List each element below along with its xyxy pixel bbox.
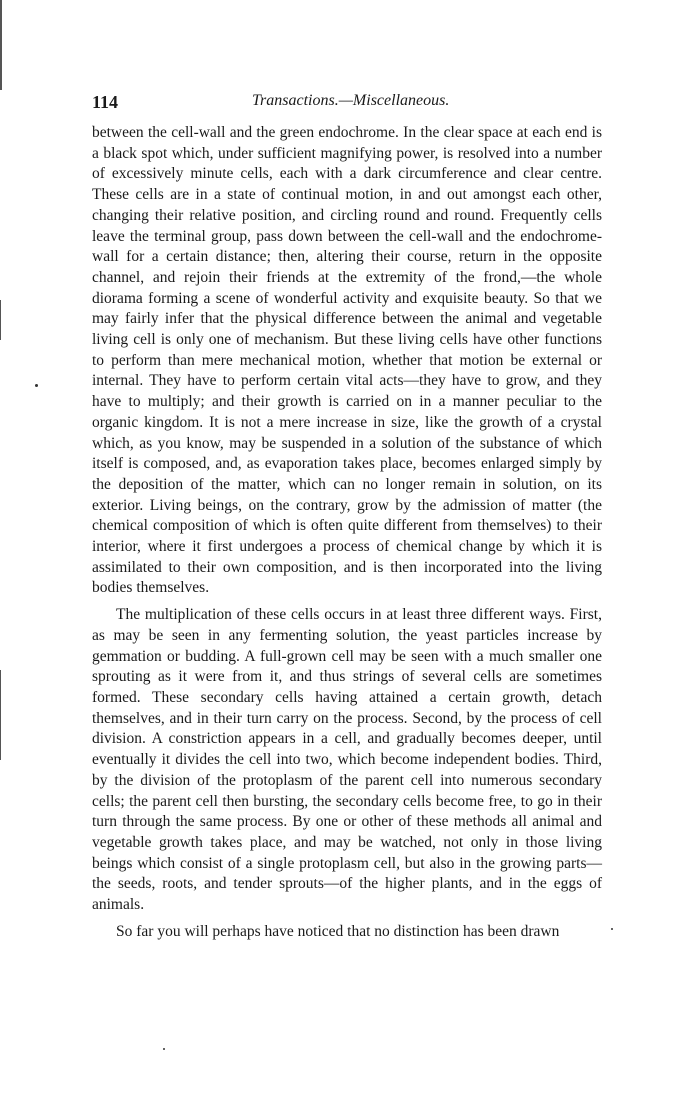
paragraph: The multiplication of these cells occurs in at least three different ways. First, as may be seen in any fermenting solution, the yeast particles increase by gemmation or budding. A full-grown cell may be seen with a much smaller one sprouting as it were from it, and thus strings of several cells are sometimes formed. These secondary cells having attained a certain growth, detach themselves, and in their turn carry on the process. Second, by the process of cell division. A constriction appears in a cell, and gradually becomes deeper, until eventually it divides the cell into two, which become independent bodies. Third, by the division of the protoplasm of the parent cell into numerous secondary cells; the parent cell then bursting, the secondary cells become free, to go in their turn through the same process. By one or other of these methods all animal and vegetable growth takes place, and may be watched, not only in those living beings which consist of a single protoplasm cell, but also in the growing parts—the seeds, roots, and tender sprouts—of the higher plants, and in the eggs of animals. <box>92 606 602 914</box>
binding-edge-mark <box>0 670 1 760</box>
paragraph: So far you will perhaps have noticed that no distinction has been drawn <box>116 922 560 940</box>
page-number: 114 <box>92 92 119 112</box>
ink-speck <box>35 384 38 387</box>
ink-speck <box>611 928 613 930</box>
running-head: Transactions.—Miscellaneous. <box>252 92 450 109</box>
binding-edge-mark <box>0 300 1 340</box>
page-header <box>92 92 602 116</box>
ink-speck <box>163 1048 165 1050</box>
paragraph: between the cell-wall and the green endochrome. In the clear space at each end is a black spot which, under sufficient magnifying power, is resolved into a number of excessively minute cells, each with a dark circumference and clear centre. These cells are in a state of continual motion, in and out amongst each other, changing their relative position, and circling round and round. Frequently cells leave the terminal group, pass down between the cell-wall and the endochrome-wall for a certain distance; then, altering their course, return in the opposite channel, and rejoin their friends at the extremity of the frond,—the whole diorama forming a scene of wonderful activity and exquisite beauty. So that we may fairly infer that the physical difference between the animal and vegetable living cell is only one of mechanism. But these living cells have other functions to perform than mere mechanical motion, whether that motion be external or internal. They have to perform certain vital acts—they have to grow, and they have to multiply; and their growth is carried on in a manner peculiar to the organic kingdom. It is not a mere increase in size, like the growth of a crystal which, as you know, may be suspended in a solution of the substance of which itself is composed, and, as evaporation takes place, becomes enlarged simply by the deposition of the matter, which can no longer remain in solution, on its exterior. Living beings, on the contrary, grow by the admission of matter (the chemical composition of which is often quite different from themselves) to their interior, where it first undergoes a process of chemical change by which it is assimilated to their own composition, and is then incorporated into the living bodies themselves. <box>92 124 602 597</box>
binding-edge-mark <box>0 0 2 90</box>
body-text <box>92 123 602 942</box>
